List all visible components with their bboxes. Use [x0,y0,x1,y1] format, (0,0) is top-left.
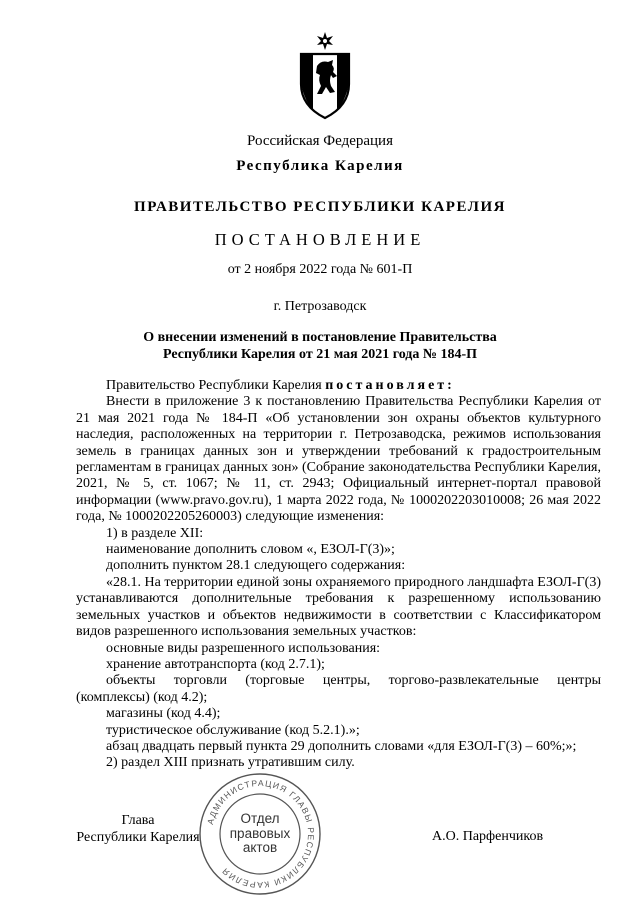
republic-name: Республика Карелия [236,158,404,174]
document-subject [0,329,640,363]
intro-text: Правительство Республики Карелия [106,378,322,393]
paragraph-11: абзац двадцать первый пункта 29 дополнить словами «для ЕЗОЛ-Г(3) – 60%;»; [106,738,577,754]
paragraph-3: наименование дополнить словом «, ЕЗОЛ-Г(3)»; [106,542,395,558]
signatory-name: А.О. Парфенчиков [432,829,544,844]
paragraph-10: туристическое обслуживание (код 5.2.1).»; [106,722,360,738]
paragraph-12: 2) раздел XIII признать утратившим силу. [106,755,355,771]
decree-word: постановляет: [325,378,455,393]
stamp-line-1: Отдел [240,811,280,826]
paragraph-1: Внести в приложение 3 к постановлению Правительства Республики Карелия от 21 мая 2021 года № 184-П «Об установлении зон охраны объектов культурного наследия, расположенных на территории г. Петрозаводска, режимов использования земель в границах данных зон и утверждении требований к градостроительным регламентам в границах данных зон» (Собрание законодательства Республики Карелия, 2021, № 5, ст. 1067; № 11, ст. 2943; Официальный интернет-портал правовой информации (www.pravo.gov.ru), 1 марта 2022 года, № 1000202203010008; 26 мая 2022 года, № 1000202205260003) следующие изменения: [76,394,601,525]
decree-intro [76,378,601,394]
stamp-line-3: актов [242,840,278,855]
document-type: ПОСТАНОВЛЕНИЕ [214,230,426,249]
document-body [76,378,601,772]
signatory-title-line-1: Глава [121,813,155,828]
subject-line-2: Республики Карелия от 21 мая 2021 года № 184-П [162,347,478,362]
paragraph-2: 1) в разделе XII: [106,525,204,541]
paragraph-8: объекты торговли (торговые центры, торгово-развлекательные центры (комплексы) (код 4.2); [76,673,601,705]
subject-line-1: О внесении изменений в постановление Правительства [143,330,497,345]
stamp-center-text [224,812,296,856]
paragraph-6: основные виды разрешенного использования: [106,640,381,656]
paragraph-9: магазины (код 4.4); [106,706,221,722]
government-name: ПРАВИТЕЛЬСТВО РЕСПУБЛИКИ КАРЕЛИЯ [134,199,506,215]
document-city: г. Петрозаводск [273,299,367,314]
country-name: Российская Федерация [247,133,393,149]
stamp-ring-text: АДМИНИСТРАЦИЯ ГЛАВЫ РЕСПУБЛИКИ КАРЕЛИЯ [204,777,317,891]
star-icon [317,32,333,50]
paragraph-5: «28.1. На территории единой зоны охраняемого природного ландшафта ЕЗОЛ-Г(3) устанавливаются дополнительные требования к разрешенному использованию земельных участков и объектов недвижимости в соответствии с Классификатором видов разрешенного использования земельных участков: [76,574,602,640]
karelia-coat-of-arms-icon [295,30,355,120]
paragraph-7: хранение автотранспорта (код 2.7.1); [106,656,325,672]
signatory-title [68,812,208,846]
document-date-number: от 2 ноября 2022 года № 601-П [227,262,413,277]
signatory-title-line-2: Республики Карелия [76,830,200,845]
stamp-line-2: правовых [229,825,291,841]
paragraph-4: дополнить пунктом 28.1 следующего содержания: [106,558,406,574]
